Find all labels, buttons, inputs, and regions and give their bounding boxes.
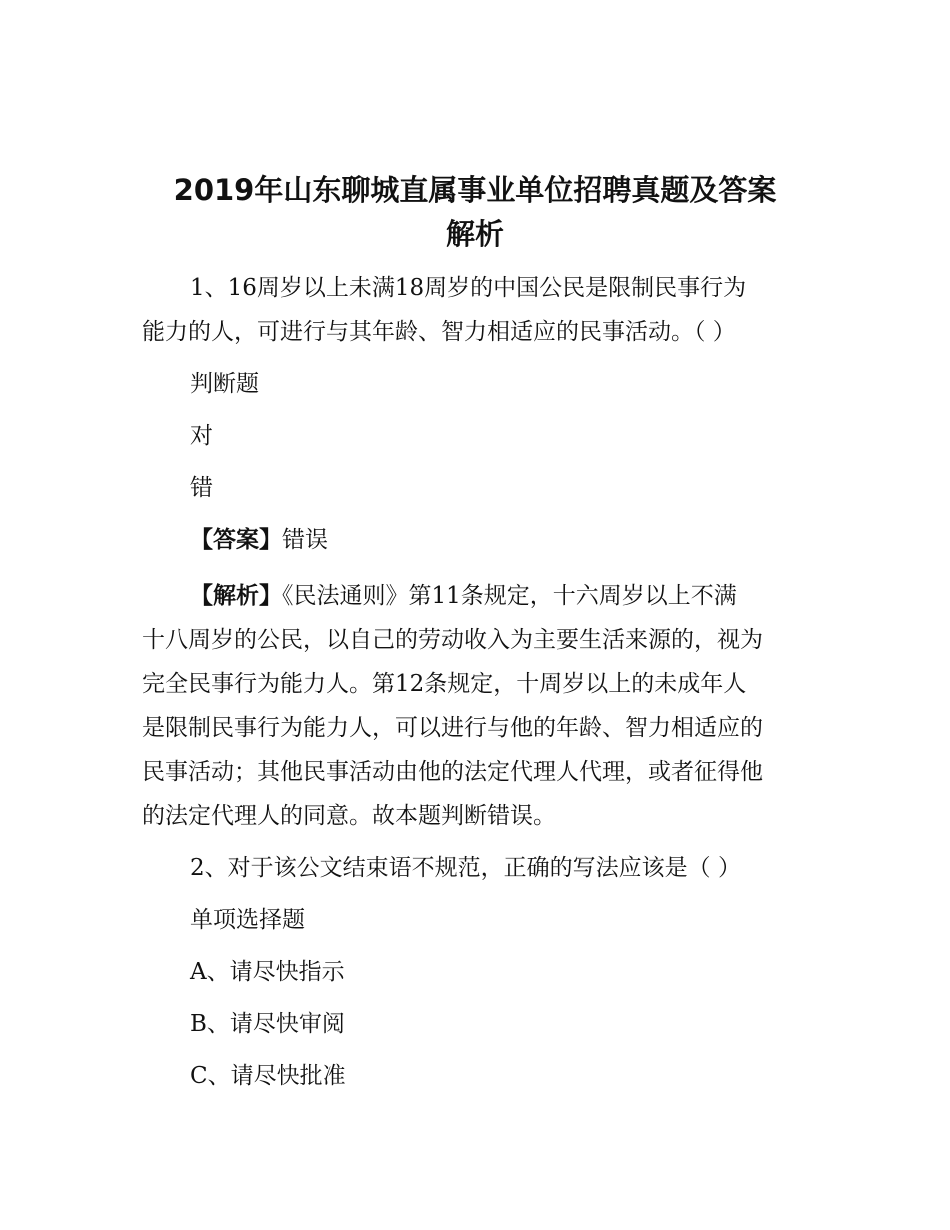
q2-option-b: B、请尽快审阅 <box>190 1011 345 1037</box>
document-title-line-2: 解析 <box>445 217 504 251</box>
q1-option-a: 对 <box>190 423 213 449</box>
q1-analysis-line-2: 十八周岁的公民，以自己的劳动收入为主要生活来源的，视为 <box>142 627 763 653</box>
analysis-text-start: 《民法通则》第11条规定，十六周岁以上不满 <box>282 583 737 609</box>
answer-text: 错误 <box>282 527 328 553</box>
q1-type: 判断题 <box>190 371 259 397</box>
document-title-line-1: 2019年山东聊城直属事业单位招聘真题及答案 <box>173 173 777 207</box>
q2-option-a: A、请尽快指示 <box>190 959 345 985</box>
q1-text-line-1: 1、16周岁以上未满18周岁的中国公民是限制民事行为 <box>190 275 747 301</box>
q1-text-line-2: 能力的人，可进行与其年龄、智力相适应的民事活动。（ ） <box>142 319 736 345</box>
q1-answer <box>190 520 328 560</box>
q1-analysis-line-5: 民事活动；其他民事活动由他的法定代理人代理，或者征得他 <box>142 759 763 785</box>
analysis-heading: 【解析】 <box>190 582 282 609</box>
q2-option-c: C、请尽快批准 <box>190 1063 346 1089</box>
q1-analysis-line-3: 完全民事行为能力人。第12条规定，十周岁以上的未成年人 <box>142 671 747 697</box>
q2-text-line-1: 2、对于该公文结束语不规范，正确的写法应该是（ ） <box>190 855 741 881</box>
q1-analysis-line-4: 是限制民事行为能力人，可以进行与他的年龄、智力相适应的 <box>142 715 763 741</box>
q2-type: 单项选择题 <box>190 907 305 933</box>
q1-option-b: 错 <box>190 475 213 501</box>
q1-analysis-line-1 <box>190 576 737 616</box>
answer-heading: 【答案】 <box>190 526 282 553</box>
q1-analysis-line-6: 的法定代理人的同意。故本题判断错误。 <box>142 803 556 829</box>
